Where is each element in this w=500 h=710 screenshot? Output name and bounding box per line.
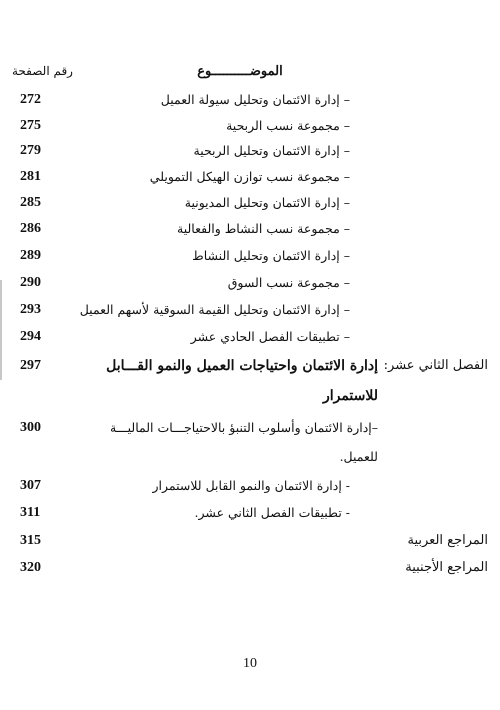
toc-topic: – مجموعة نسب السوق — [227, 275, 350, 290]
toc-topic: – إدارة الائتمان وتحليل النشاط — [192, 248, 350, 263]
toc-page-number: 293 — [20, 302, 41, 317]
toc-topic: –إدارة الائتمان وأسلوب التنبؤ بالاحتياجـــات الماليـــة — [109, 420, 378, 435]
toc-page-number: 315 — [20, 533, 41, 548]
toc-page-number: 320 — [20, 560, 41, 575]
toc-page-number: 297 — [20, 358, 41, 373]
toc-header — [0, 64, 500, 84]
toc-topic: – إدارة الائتمان وتحليل الربحية — [193, 143, 350, 158]
toc-topic: - تطبيقات الفصل الثاني عشر. — [194, 505, 350, 520]
chapter-title: إدارة الائتمان واحتياجات العميل والنمو القـــابل — [106, 358, 378, 374]
toc-row — [0, 275, 500, 297]
toc-row-continuation — [0, 449, 500, 471]
toc-page-number: 281 — [20, 169, 41, 184]
toc-topic: – تطبيقات الفصل الحادي عشر — [190, 329, 350, 344]
toc-row — [0, 118, 500, 140]
toc-row — [0, 505, 500, 527]
toc-row — [0, 195, 500, 217]
toc-row — [0, 420, 500, 442]
toc-row — [0, 302, 500, 324]
page-edge-shadow — [0, 280, 2, 380]
toc-page-number: 300 — [20, 420, 41, 435]
page-number: 10 — [243, 656, 257, 671]
toc-chapter-row — [0, 358, 500, 380]
toc-references-row — [0, 560, 500, 582]
toc-topic: – مجموعة نسب الربحية — [226, 118, 350, 133]
toc-topic-continuation: للعميل. — [339, 449, 378, 464]
toc-page-number: 286 — [20, 221, 41, 236]
chapter-title-continuation: للاستمرار — [322, 388, 378, 404]
toc-page-number: 311 — [20, 505, 41, 520]
references-label: المراجع العربية — [407, 533, 488, 548]
toc-page-number: 307 — [20, 478, 41, 493]
toc-row — [0, 143, 500, 165]
toc-page-number: 289 — [20, 248, 41, 263]
toc-row-continuation — [0, 388, 500, 410]
toc-topic: – إدارة الائتمان وتحليل القيمة السوقية لأسهم العميل — [79, 302, 350, 317]
toc-page-number: 272 — [20, 92, 41, 107]
toc-topic: – إدارة الائتمان وتحليل سيولة العميل — [160, 92, 350, 107]
toc-page-number: 294 — [20, 329, 41, 344]
topic-column-header: الموضــــــــــوع — [197, 64, 283, 79]
toc-row — [0, 248, 500, 270]
toc-topic: – مجموعة نسب توازن الهيكل التمويلي — [149, 169, 350, 184]
toc-row — [0, 169, 500, 191]
toc-topic: – إدارة الائتمان وتحليل المديونية — [184, 195, 350, 210]
page-number-column-header: رقم الصفحة — [12, 64, 73, 78]
toc-row — [0, 478, 500, 500]
toc-references-row — [0, 533, 500, 555]
toc-page-number: 275 — [20, 118, 41, 133]
toc-row — [0, 221, 500, 243]
toc-row — [0, 92, 500, 114]
toc-row — [0, 329, 500, 351]
chapter-label: الفصل الثاني عشر: — [383, 358, 488, 373]
toc-page-number: 279 — [20, 143, 41, 158]
toc-topic: - إدارة الائتمان والنمو القابل للاستمرار — [152, 478, 350, 493]
toc-topic: – مجموعة نسب النشاط والفعالية — [177, 221, 350, 236]
toc-page-number: 290 — [20, 275, 41, 290]
toc-page-number: 285 — [20, 195, 41, 210]
references-label: المراجع الأجنبية — [405, 560, 488, 575]
